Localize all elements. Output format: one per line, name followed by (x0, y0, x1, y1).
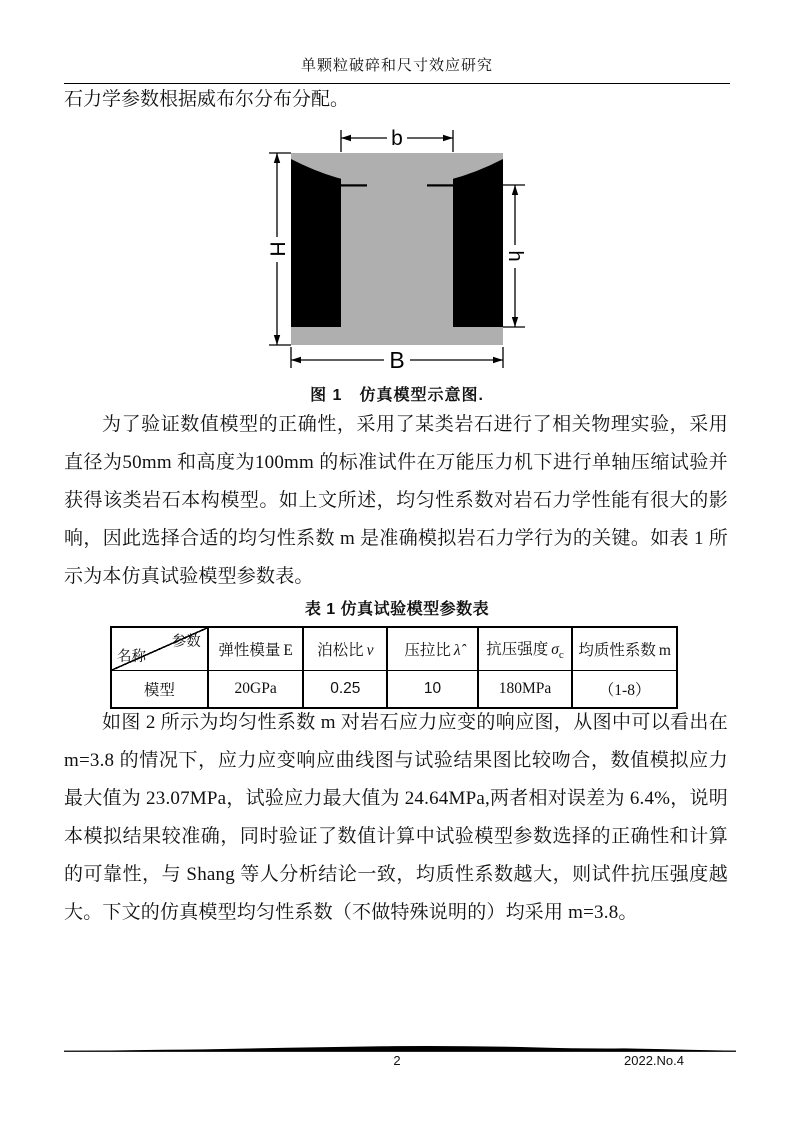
dimension-label-h: h (504, 250, 526, 262)
intro-line: 石力学参数根据威布尔分布分配。 (64, 89, 350, 110)
cell-compression-tension-ratio: 10 (387, 671, 478, 709)
arrowhead (493, 357, 503, 363)
arrowhead (512, 185, 518, 195)
figure-1 (64, 118, 730, 405)
model-notch-right (427, 184, 453, 186)
arrowhead (512, 317, 518, 327)
dimension-label-B: B (389, 347, 405, 373)
table-header-row (111, 627, 677, 671)
table-1-block (64, 596, 730, 709)
arrowhead (274, 335, 280, 345)
arrowhead (443, 135, 453, 141)
col-header-poisson-ratio: 泊松比 ν (303, 627, 387, 671)
model-notch-left (341, 184, 367, 186)
corner-header-cell (111, 627, 208, 671)
dimension-label-H: H (265, 241, 289, 257)
col-header-homogeneity-index: 均质性系数 m (572, 627, 677, 671)
table-1-caption: 表 1 仿真试验模型参数表 (304, 601, 490, 618)
issue-label: 2022.No.4 (624, 1053, 684, 1068)
cell-poisson-ratio: 0.25 (303, 671, 387, 709)
running-header-title: 单颗粒破碎和尺寸效应研究 (300, 58, 493, 74)
figure-1-caption: 图 1 仿真模型示意图. (310, 387, 484, 404)
cell-elastic-modulus: 20GPa (208, 671, 304, 709)
col-header-compressive-strength: 抗压强度 $\sigma_c$ (478, 627, 573, 671)
parameters-table (110, 626, 678, 709)
model-black-region-left (291, 158, 341, 327)
arrowhead (291, 357, 301, 363)
cell-compressive-strength: 180MPa (478, 671, 573, 709)
col-header-compression-tension-ratio: 压拉比 λ̂ (387, 627, 478, 671)
dimension-label-b: b (391, 127, 403, 150)
page-number: 2 (393, 1053, 401, 1068)
paragraph-2: 如图 2 所示为均匀性系数 m 对岩石应力应变的响应图，从图中可以看出在m=3.8 的情况下，应力应变响应曲线图与试验结果图比较吻合，数值模拟应力最大值为 23.07MPa，试验应力最大值为 24.64MPa,两者相对误差为 6.4%，说明本模拟结果较准确，同时验证了数值计算中试验模型参数选择的正确性和计算的可靠性，与 Shang 等人分析结论一致，均质性系数越大，则试件抗压强度越大。下文的仿真模型均匀性系数（不做特殊说明的）均采用 m=3.8。 (64, 712, 728, 923)
cell-row-label: 模型 (111, 671, 208, 709)
simulation-model-diagram (247, 118, 547, 376)
corner-label-name: 名称 (117, 649, 146, 665)
arrowhead (341, 135, 351, 141)
table-data-row (111, 671, 677, 709)
arrowhead (274, 153, 280, 163)
paragraph-1: 为了验证数值模型的正确性，采用了某类岩石进行了相关物理实验，采用直径为50mm 和高度为100mm 的标准试件在万能压力机下进行单轴压缩试验并获得该类岩石本构模型。如上文所述，均匀性系数对岩石力学性能有很大的影响，因此选择合适的均匀性系数 m 是准确模拟岩石力学行为的关键。如表 1 所示为本仿真试验模型参数表。 (64, 414, 728, 587)
corner-label-parameter: 参数 (171, 634, 201, 650)
cell-homogeneity-index: （1-8） (572, 671, 677, 709)
model-black-region-right (453, 158, 503, 327)
running-header (64, 56, 730, 84)
page-footer (64, 1053, 730, 1071)
col-header-elastic-modulus: 弹性模量 E (208, 627, 304, 671)
